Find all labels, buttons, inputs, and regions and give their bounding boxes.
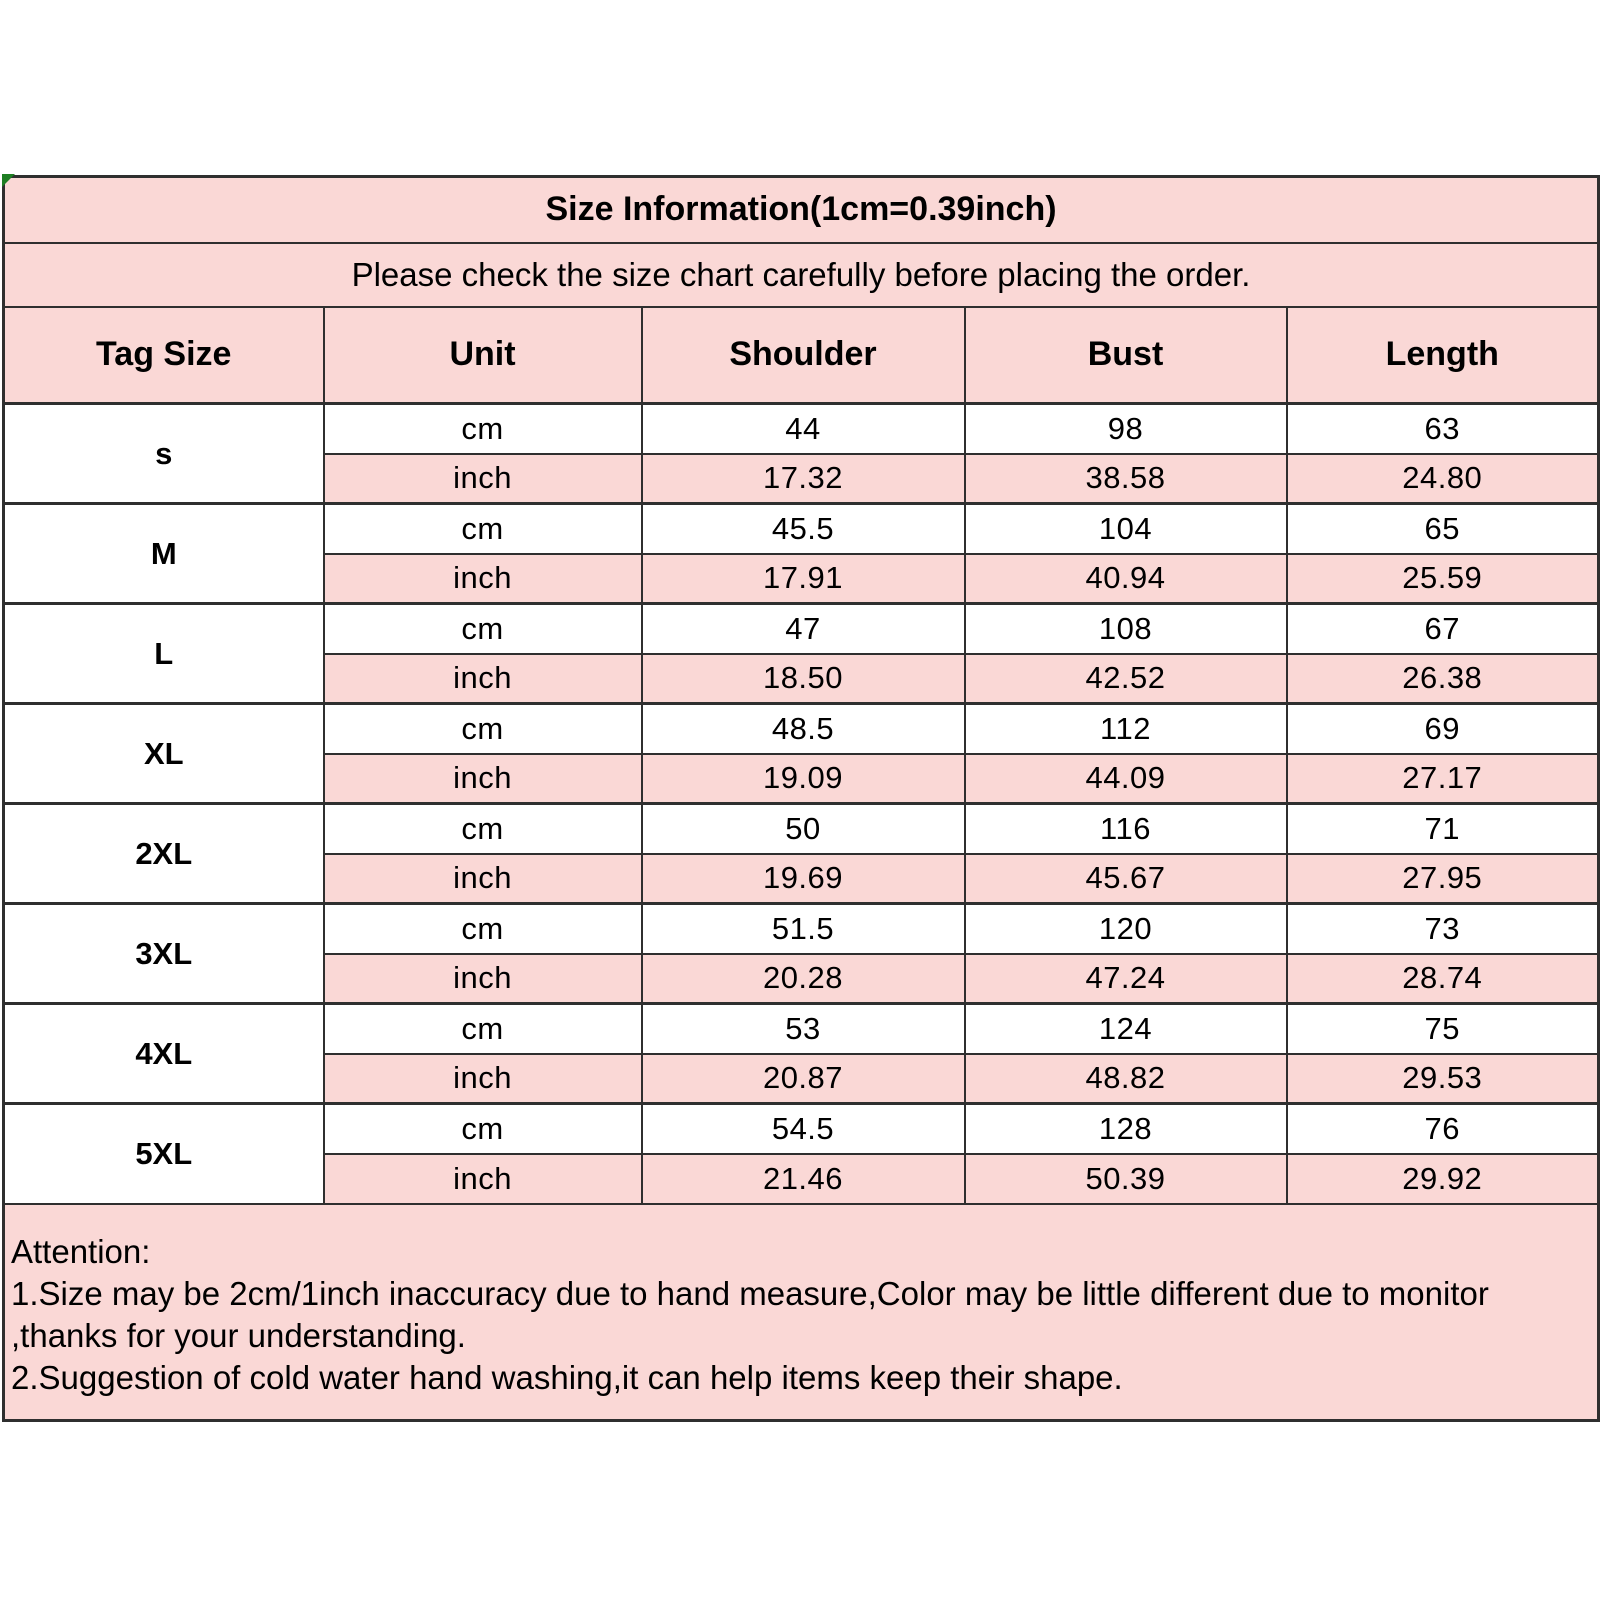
shoulder-value: 53 — [642, 1004, 965, 1054]
bust-value: 45.67 — [965, 854, 1287, 904]
bust-value: 40.94 — [965, 554, 1287, 604]
attention-heading: Attention: — [11, 1232, 151, 1270]
bust-value: 104 — [965, 504, 1287, 554]
shoulder-value: 50 — [642, 804, 965, 854]
table-row — [4, 1004, 1599, 1054]
table-row — [4, 1104, 1599, 1154]
bust-value: 120 — [965, 904, 1287, 954]
bust-value: 38.58 — [965, 454, 1287, 504]
shoulder-value: 17.91 — [642, 554, 965, 604]
length-value: 29.92 — [1287, 1154, 1599, 1204]
bust-value: 128 — [965, 1104, 1287, 1154]
bust-value: 98 — [965, 404, 1287, 454]
table-title: Size Information(1cm=0.39inch) — [4, 177, 1599, 243]
unit-label: inch — [324, 854, 642, 904]
length-value: 69 — [1287, 704, 1599, 754]
tag-size-5xl: 5XL — [4, 1104, 324, 1204]
shoulder-value: 47 — [642, 604, 965, 654]
bust-value: 42.52 — [965, 654, 1287, 704]
shoulder-value: 48.5 — [642, 704, 965, 754]
tag-size-xl: XL — [4, 704, 324, 804]
length-value: 29.53 — [1287, 1054, 1599, 1104]
bust-value: 116 — [965, 804, 1287, 854]
bust-value: 47.24 — [965, 954, 1287, 1004]
length-value: 65 — [1287, 504, 1599, 554]
unit-label: inch — [324, 1154, 642, 1204]
attention-line-3: 2.Suggestion of cold water hand washing,it can help items keep their shape. — [11, 1358, 1123, 1396]
table-row — [4, 504, 1599, 554]
unit-label: cm — [324, 504, 642, 554]
tag-size-4xl: 4XL — [4, 1004, 324, 1104]
tag-size-l: L — [4, 604, 324, 704]
bust-value: 112 — [965, 704, 1287, 754]
unit-label: cm — [324, 404, 642, 454]
tag-size-m: M — [4, 504, 324, 604]
shoulder-value: 17.32 — [642, 454, 965, 504]
tag-size-s: s — [4, 404, 324, 504]
shoulder-value: 44 — [642, 404, 965, 454]
bust-value: 48.82 — [965, 1054, 1287, 1104]
size-chart-table — [2, 175, 1600, 1422]
unit-label: inch — [324, 454, 642, 504]
unit-label: cm — [324, 904, 642, 954]
shoulder-value: 19.69 — [642, 854, 965, 904]
unit-label: inch — [324, 1054, 642, 1104]
attention-line-1: 1.Size may be 2cm/1inch inaccuracy due to hand measure,Color may be little different due to monitor — [11, 1274, 1489, 1312]
unit-label: cm — [324, 804, 642, 854]
shoulder-value: 54.5 — [642, 1104, 965, 1154]
bust-value: 124 — [965, 1004, 1287, 1054]
column-header-tag-size: Tag Size — [4, 307, 324, 404]
table-row — [4, 704, 1599, 754]
bust-value: 108 — [965, 604, 1287, 654]
length-value: 76 — [1287, 1104, 1599, 1154]
bust-value: 50.39 — [965, 1154, 1287, 1204]
shoulder-value: 51.5 — [642, 904, 965, 954]
shoulder-value: 45.5 — [642, 504, 965, 554]
unit-label: inch — [324, 554, 642, 604]
unit-label: cm — [324, 704, 642, 754]
table-row — [4, 404, 1599, 454]
length-value: 71 — [1287, 804, 1599, 854]
length-value: 75 — [1287, 1004, 1599, 1054]
column-header-unit: Unit — [324, 307, 642, 404]
shoulder-value: 20.87 — [642, 1054, 965, 1104]
bust-value: 44.09 — [965, 754, 1287, 804]
shoulder-value: 20.28 — [642, 954, 965, 1004]
table-row — [4, 904, 1599, 954]
table-subtitle: Please check the size chart carefully before placing the order. — [4, 243, 1599, 307]
length-value: 63 — [1287, 404, 1599, 454]
length-value: 24.80 — [1287, 454, 1599, 504]
length-value: 67 — [1287, 604, 1599, 654]
column-header-shoulder: Shoulder — [642, 307, 965, 404]
shoulder-value: 18.50 — [642, 654, 965, 704]
spreadsheet-corner-marker-icon — [2, 174, 15, 187]
length-value: 73 — [1287, 904, 1599, 954]
column-header-bust: Bust — [965, 307, 1287, 404]
unit-label: inch — [324, 754, 642, 804]
unit-label: inch — [324, 654, 642, 704]
unit-label: cm — [324, 604, 642, 654]
length-value: 27.95 — [1287, 854, 1599, 904]
tag-size-2xl: 2XL — [4, 804, 324, 904]
length-value: 28.74 — [1287, 954, 1599, 1004]
shoulder-value: 21.46 — [642, 1154, 965, 1204]
length-value: 25.59 — [1287, 554, 1599, 604]
unit-label: inch — [324, 954, 642, 1004]
table-row — [4, 604, 1599, 654]
attention-line-2: ,thanks for your understanding. — [11, 1316, 466, 1354]
length-value: 26.38 — [1287, 654, 1599, 704]
shoulder-value: 19.09 — [642, 754, 965, 804]
attention-note — [4, 1204, 1599, 1421]
length-value: 27.17 — [1287, 754, 1599, 804]
unit-label: cm — [324, 1104, 642, 1154]
column-header-length: Length — [1287, 307, 1599, 404]
tag-size-3xl: 3XL — [4, 904, 324, 1004]
table-row — [4, 804, 1599, 854]
unit-label: cm — [324, 1004, 642, 1054]
